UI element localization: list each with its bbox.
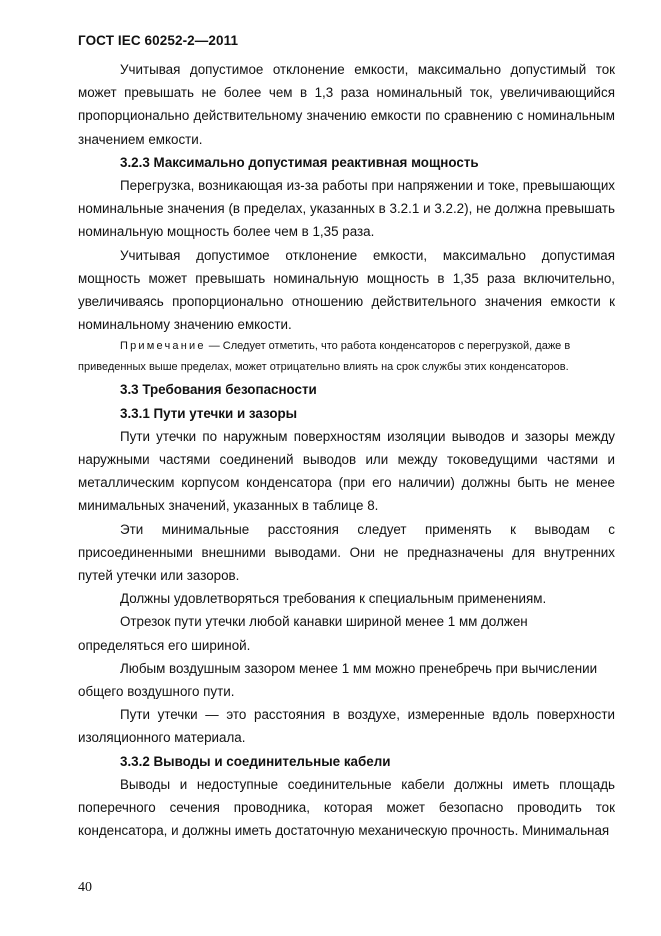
paragraph-creepage: Пути утечки по наружным поверхностям изоляции выводов и зазоры между наружными частями соединений выводов или между токоведущими частями и металлическим корпусом конденсатора (при его наличии) должны быть не менее минимальных значений, указанных в таблице 8. — [78, 428, 615, 514]
paragraph-groove: Отрезок пути утечки любой канавки шириной менее 1 мм должен определяться его шириной. — [78, 614, 528, 653]
note — [78, 336, 615, 378]
heading-3-2-3: 3.2.3 Максимально допустимая реактивная мощность — [120, 154, 479, 170]
heading-3-3-2: 3.3.2 Выводы и соединительные кабели — [120, 753, 391, 769]
heading-3-3: 3.3 Требования безопасности — [120, 382, 317, 398]
page-number: 40 — [78, 880, 92, 895]
paragraph-min-distances: Эти минимальные расстояния следует применять к выводам с присоединенными внешними выводами. Они не предназначены для внутренних путей утечки или зазоров. — [78, 521, 615, 584]
paragraph-terminals: Выводы и недоступные соединительные кабели должны иметь площадь поперечного сечения проводника, которая может безопасно проводить ток конденсатора, и должны иметь достаточную механическую прочность. Минимальная — [78, 776, 615, 839]
page-header-standard-code: ГОСТ IEC 60252-2—2011 — [78, 33, 239, 48]
heading-3-3-1: 3.3.1 Пути утечки и зазоры — [120, 405, 298, 421]
note-label: Примечание — [120, 340, 206, 353]
paragraph-air-gap: Любым воздушным зазором менее 1 мм можно пренебречь при вычислении общего воздушного пути. — [78, 660, 598, 700]
paragraph-overload: Перегрузка, возникающая из-за работы при напряжении и токе, превышающих номинальные значения (в пределах, указанных в 3.2.1 и 3.2.2), не должна превышать номинальную мощность более чем в 1,35 раза. — [78, 178, 615, 240]
paragraph-current-tolerance: Учитывая допустимое отклонение емкости, максимально допустимый ток может превышать не более чем в 1,3 раза номинальный ток, увеличивающийся пропорционально действительному значению емкости по сравнению с номинальным значением емкости. — [78, 62, 615, 147]
paragraph-creepage-definition: Пути утечки — это расстояния в воздухе, измеренные вдоль поверхности изоляционного материала. — [78, 707, 615, 746]
paragraph-power-tolerance: Учитывая допустимое отклонение емкости, максимально допустимая мощность может превышать номинальную мощность в 1,35 раза включительно, увеличиваясь пропорционально отношению действительного значения емкости к номинальному значению емкости. — [78, 247, 615, 333]
paragraph-special-applications: Должны удовлетворяться требования к специальным применениям. — [120, 591, 547, 607]
note-text: — Следует отметить, что работа конденсаторов с перегрузкой, даже в приведенных выше пределах, может отрицательно влиять на срок службы этих конденсаторов. — [78, 340, 571, 374]
body-text — [78, 58, 615, 843]
